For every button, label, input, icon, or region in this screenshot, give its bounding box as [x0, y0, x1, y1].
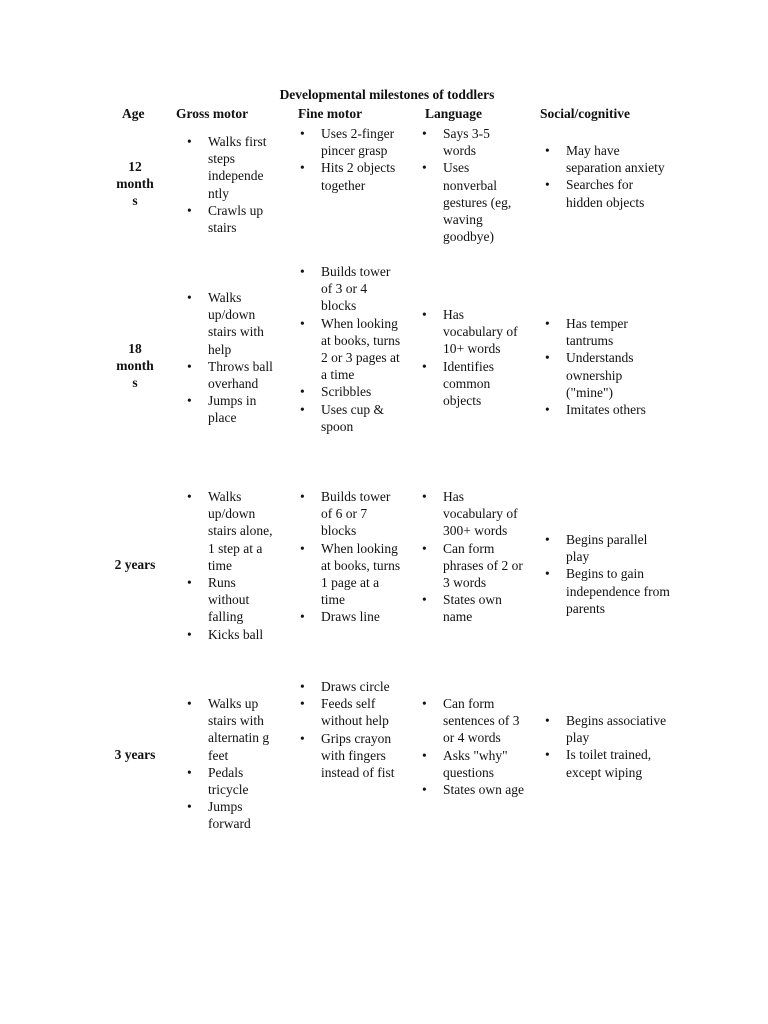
- milestone-item: • Builds tower of 3 or 4 blocks: [298, 263, 402, 315]
- milestone-item: • Hits 2 objects together: [298, 159, 402, 193]
- fine-motor-cell: [298, 678, 402, 781]
- milestone-item: • Crawls up stairs: [185, 202, 280, 236]
- language-cell: [420, 488, 524, 626]
- milestone-item: • Searches for hidden objects: [543, 176, 671, 210]
- milestone-item: • Grips crayon with fingers instead of fist: [298, 730, 402, 782]
- header-age: Age: [122, 106, 145, 121]
- milestone-item: • Identifies common objects: [420, 358, 524, 410]
- milestone-item: • Is toilet trained, except wiping: [543, 746, 671, 780]
- gross-motor-cell: [185, 133, 280, 236]
- gross-motor-list: [185, 133, 280, 236]
- milestone-item: • Asks "why" questions: [420, 747, 524, 781]
- fine-motor-cell: [298, 263, 402, 435]
- fine-motor-cell: [298, 125, 402, 194]
- milestone-item: • Walks first steps independe ntly: [185, 133, 280, 202]
- fine-motor-list: [298, 125, 402, 194]
- milestone-item: • When looking at books, turns 1 page at a time: [298, 540, 402, 609]
- language-cell: [420, 306, 524, 409]
- milestone-item: • Can form sentences of 3 or 4 words: [420, 695, 524, 747]
- milestone-item: • Draws circle: [298, 678, 402, 695]
- milestone-item: • When looking at books, turns 2 or 3 pages at a time: [298, 315, 402, 384]
- social-cognitive-cell: [543, 142, 671, 211]
- milestone-item: • Can form phrases of 2 or 3 words: [420, 540, 524, 592]
- social-cognitive-list: [543, 315, 671, 418]
- milestone-item: • Walks up stairs with alternatin g feet: [185, 695, 280, 764]
- milestone-item: • Runs without falling: [185, 574, 280, 626]
- language-list: [420, 306, 524, 409]
- gross-motor-list: [185, 695, 280, 833]
- milestone-item: • Begins associative play: [543, 712, 671, 746]
- fine-motor-cell: [298, 488, 402, 626]
- milestone-item: • Begins parallel play: [543, 531, 671, 565]
- age-cell: 12 month s: [116, 159, 154, 208]
- fine-motor-list: [298, 678, 402, 781]
- language-list: [420, 125, 524, 245]
- milestone-item: • Has vocabulary of 10+ words: [420, 306, 524, 358]
- milestone-item: • Begins to gain independence from parents: [543, 565, 671, 617]
- milestone-item: • Throws ball overhand: [185, 358, 280, 392]
- age-cell: 3 years: [114, 747, 156, 762]
- language-list: [420, 695, 524, 798]
- milestone-item: • Jumps forward: [185, 798, 280, 832]
- milestone-item: • Uses 2-finger pincer grasp: [298, 125, 402, 159]
- social-cognitive-cell: [543, 712, 671, 781]
- social-cognitive-cell: [543, 531, 671, 617]
- language-list: [420, 488, 524, 626]
- header-fine-motor: Fine motor: [298, 106, 363, 121]
- milestone-item: • Walks up/down stairs with help: [185, 289, 280, 358]
- milestone-item: • States own name: [420, 591, 524, 625]
- milestone-item: • Imitates others: [543, 401, 671, 418]
- milestone-item: • Has temper tantrums: [543, 315, 671, 349]
- milestone-item: • Walks up/down stairs alone, 1 step at a time: [185, 488, 280, 574]
- milestone-item: • Pedals tricycle: [185, 764, 280, 798]
- gross-motor-list: [185, 488, 280, 643]
- fine-motor-list: [298, 488, 402, 626]
- milestone-item: • Feeds self without help: [298, 695, 402, 729]
- language-cell: [420, 125, 524, 245]
- document-title: Developmental milestones of toddlers: [279, 87, 495, 102]
- milestone-item: • States own age: [420, 781, 524, 798]
- milestone-item: • Uses nonverbal gestures (eg, waving goodbye): [420, 159, 524, 245]
- social-cognitive-list: [543, 712, 671, 781]
- header-social-cognitive: Social/cognitive: [540, 106, 630, 121]
- gross-motor-cell: [185, 695, 280, 833]
- social-cognitive-cell: [543, 315, 671, 418]
- gross-motor-list: [185, 289, 280, 427]
- age-cell: 18 month s: [116, 341, 154, 390]
- milestone-item: • Has vocabulary of 300+ words: [420, 488, 524, 540]
- language-cell: [420, 695, 524, 798]
- milestone-item: • Kicks ball: [185, 626, 280, 643]
- header-language: Language: [425, 106, 483, 121]
- age-cell: 2 years: [114, 557, 156, 572]
- milestone-item: • Scribbles: [298, 383, 402, 400]
- milestone-item: • Builds tower of 6 or 7 blocks: [298, 488, 402, 540]
- gross-motor-cell: [185, 289, 280, 427]
- header-gross-motor: Gross motor: [176, 106, 249, 121]
- milestone-item: • Jumps in place: [185, 392, 280, 426]
- social-cognitive-list: [543, 531, 671, 617]
- fine-motor-list: [298, 263, 402, 435]
- milestone-item: • May have separation anxiety: [543, 142, 671, 176]
- milestone-item: • Draws line: [298, 608, 402, 625]
- gross-motor-cell: [185, 488, 280, 643]
- milestone-item: • Says 3-5 words: [420, 125, 524, 159]
- social-cognitive-list: [543, 142, 671, 211]
- milestone-item: • Uses cup & spoon: [298, 401, 402, 435]
- milestone-item: • Understands ownership ("mine"): [543, 349, 671, 401]
